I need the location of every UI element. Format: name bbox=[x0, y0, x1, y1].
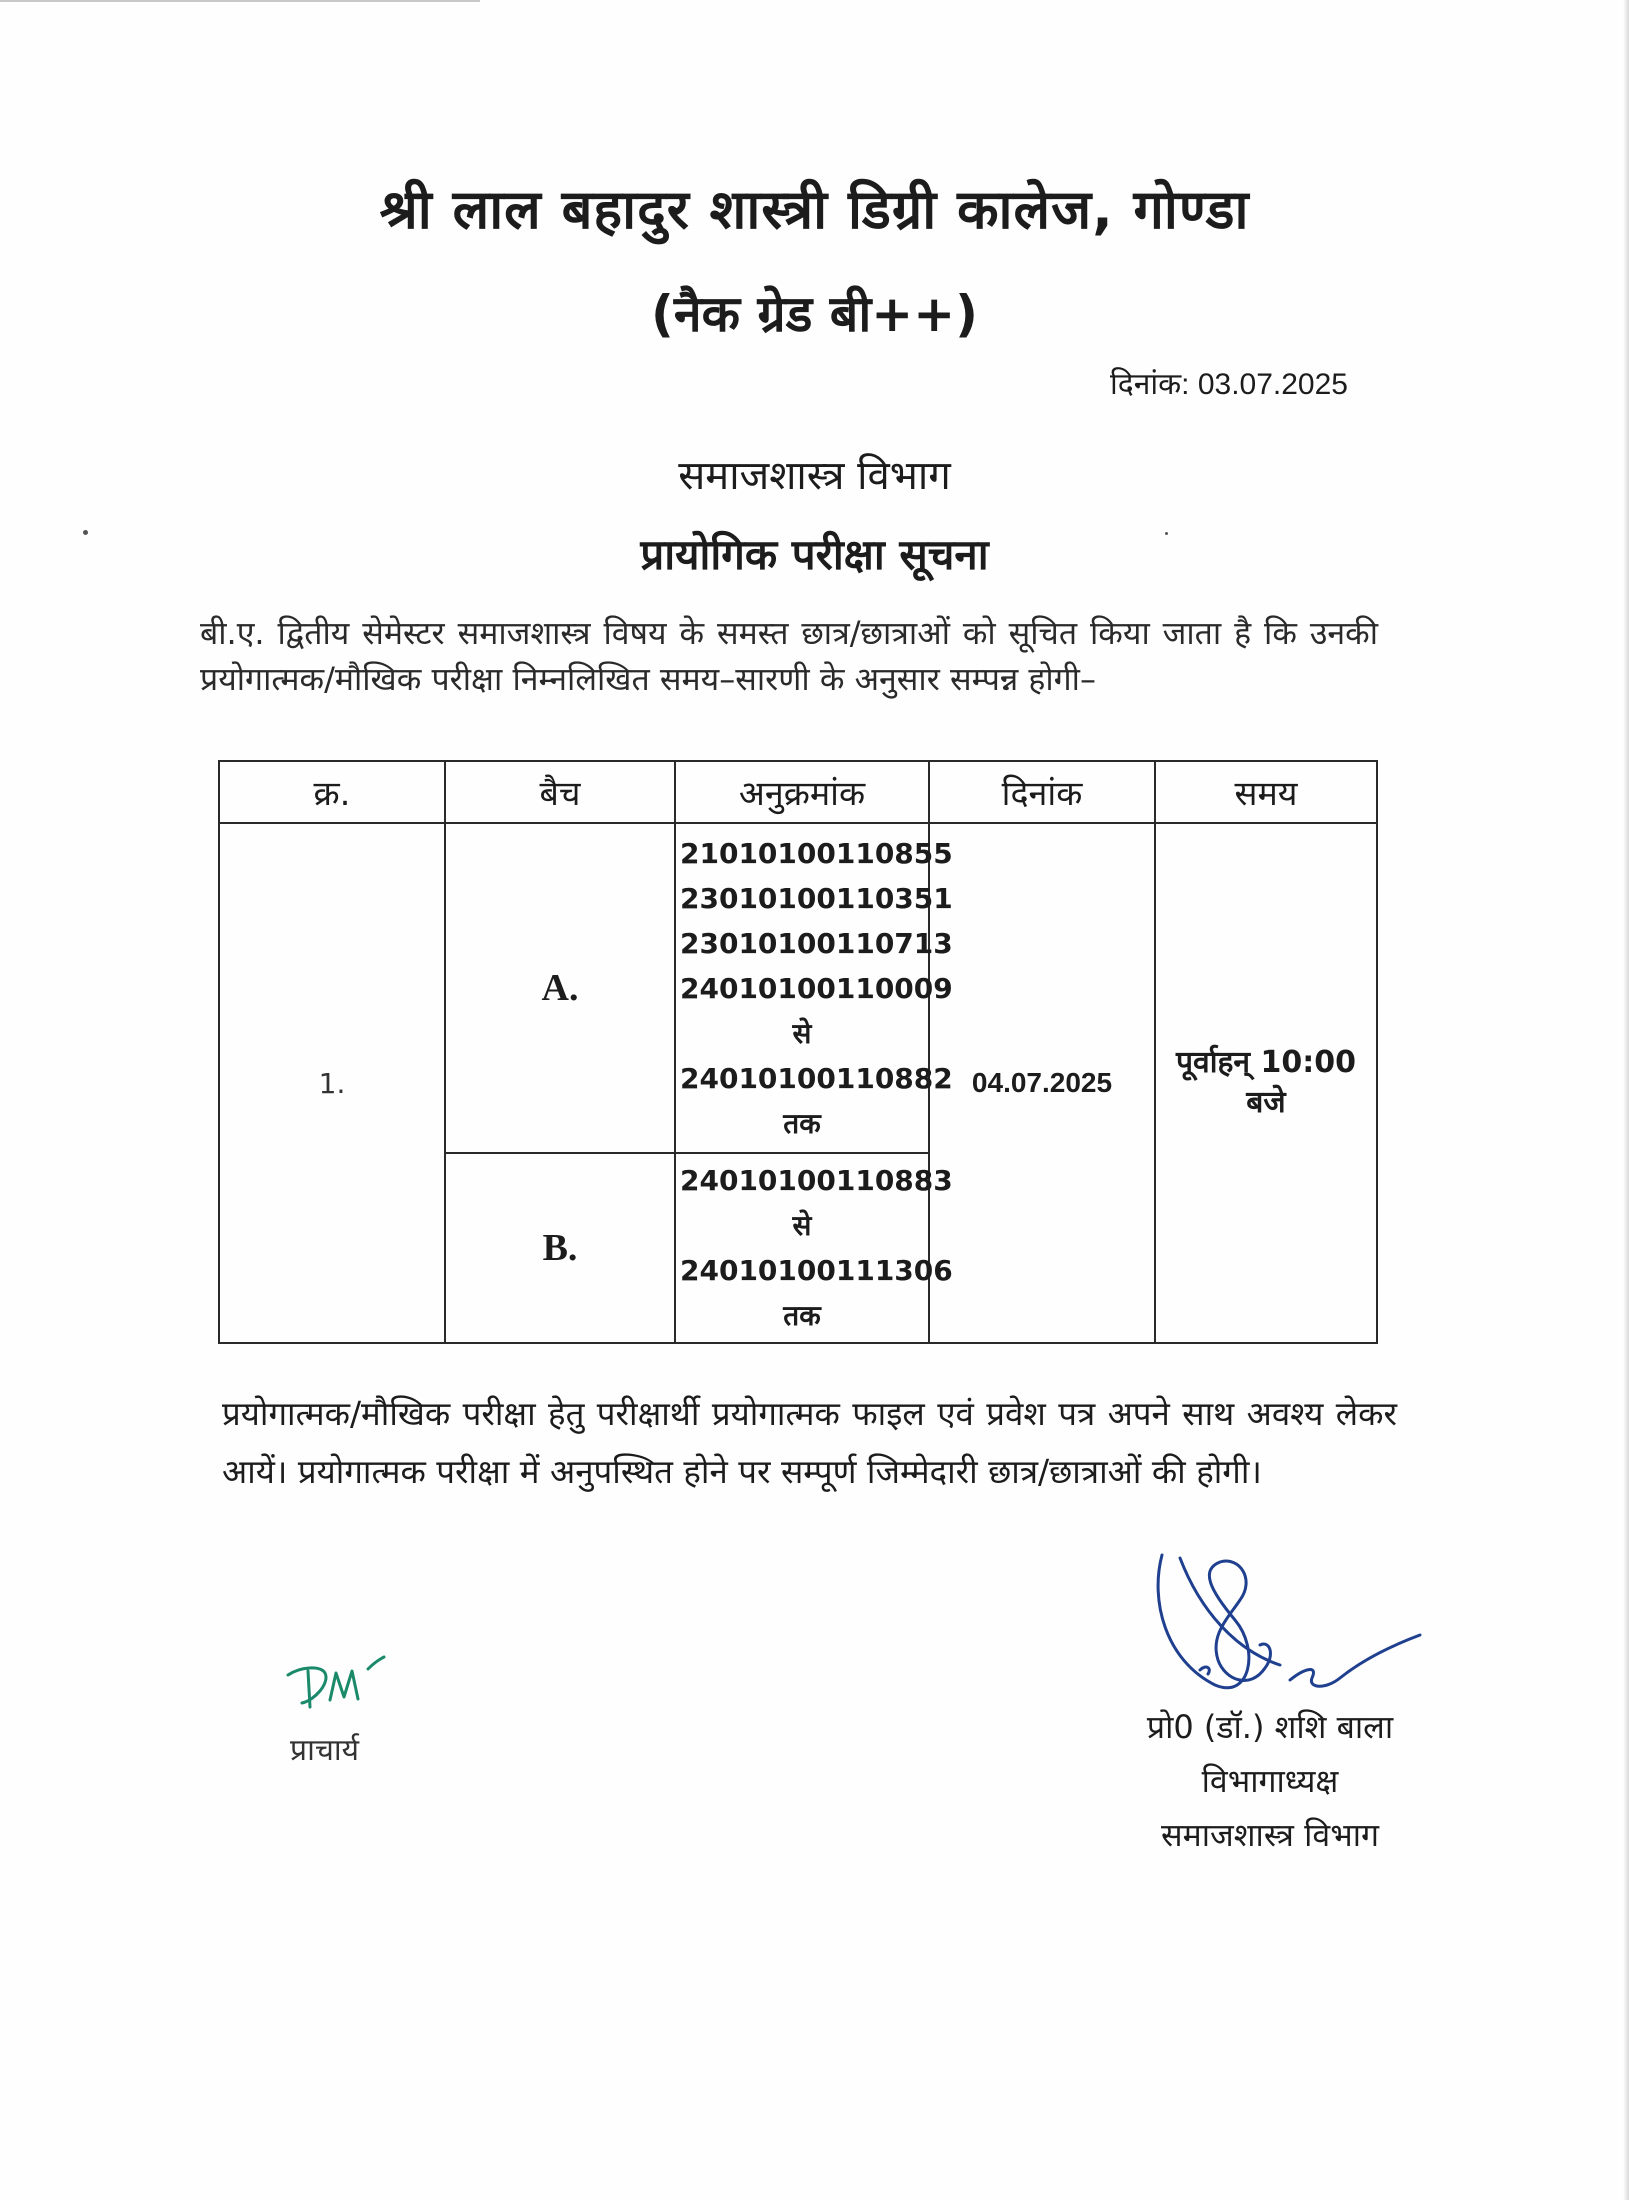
sno-cell: 1. bbox=[219, 823, 445, 1343]
batch-a-label: A. bbox=[445, 823, 675, 1153]
exam-date-cell: 04.07.2025 bbox=[929, 823, 1155, 1343]
department-name: समाजशास्त्र विभाग bbox=[678, 453, 951, 499]
roll-line: तक bbox=[783, 1106, 821, 1140]
notice-title: प्रायोगिक परीक्षा सूचना bbox=[640, 530, 989, 579]
hod-department: समाजशास्त्र विभाग bbox=[1160, 1816, 1379, 1854]
batch-b-label: B. bbox=[445, 1153, 675, 1343]
hod-designation: विभागाध्यक्ष bbox=[1201, 1762, 1339, 1800]
date-label: दिनांक: bbox=[1110, 368, 1190, 401]
header-date: दिनांक bbox=[929, 761, 1155, 823]
exam-time-cell bbox=[1155, 823, 1377, 1343]
roll-line: 24010100110883 bbox=[680, 1164, 953, 1197]
hod-signature-block bbox=[1120, 1700, 1420, 1862]
intro-paragraph: बी.ए. द्वितीय सेमेस्टर समाजशास्त्र विषय के समस्त छात्र/छात्राओं को सूचित किया जाता है कि उनकी प्रयोगात्मक/मौखिक परीक्षा निम्नलिखित समय–सारणी के अनुसार सम्पन्न होगी– bbox=[200, 614, 1378, 698]
header-batch: बैच bbox=[445, 761, 675, 823]
exam-schedule-table bbox=[218, 760, 1376, 1340]
date-value: 03.07.2025 bbox=[1197, 368, 1348, 401]
batch-b-rolls bbox=[675, 1153, 953, 1343]
roll-line: से bbox=[792, 1209, 812, 1242]
table-row bbox=[219, 823, 1377, 1153]
roll-line: तक bbox=[783, 1299, 821, 1332]
instruction-paragraph: प्रयोगात्मक/मौखिक परीक्षा हेतु परीक्षार्थी प्रयोगात्मक फाइल एवं प्रवेश पत्र अपने साथ अवश्य लेकर आयें। प्रयोगात्मक परीक्षा में अनुपस्थित होने पर सम्पूर्ण जिम्मेदारी छात्र/छात्राओं की होगी। bbox=[222, 1394, 1397, 1491]
time-line-2: बजे bbox=[1246, 1085, 1286, 1120]
header-sno: क्र. bbox=[219, 761, 445, 823]
header-time: समय bbox=[1155, 761, 1377, 823]
time-line-1: पूर्वाहन् 10:00 bbox=[1175, 1045, 1356, 1080]
header-roll-numbers: अनुक्रमांक bbox=[675, 761, 929, 823]
principal-label: प्राचार्य bbox=[290, 1733, 360, 1768]
hod-signature-icon bbox=[1140, 1540, 1430, 1720]
naac-grade: (नैक ग्रेड बी++) bbox=[651, 285, 978, 343]
roll-line: 23010100110713 bbox=[680, 926, 953, 960]
roll-line: 24010100110009 bbox=[680, 971, 953, 1005]
top-edge-rule bbox=[0, 0, 480, 2]
roll-line: 24010100111306 bbox=[680, 1254, 953, 1287]
roll-line: से bbox=[792, 1016, 812, 1050]
batch-a-rolls bbox=[675, 823, 953, 1153]
roll-line: 23010100110351 bbox=[680, 881, 953, 915]
roll-line: 21010100110855 bbox=[680, 836, 953, 870]
roll-line: 24010100110882 bbox=[680, 1061, 953, 1095]
table-header-row bbox=[219, 761, 1377, 823]
principal-signature-icon bbox=[280, 1655, 400, 1715]
notice-date bbox=[1110, 362, 1348, 403]
hod-name: प्रो0 (डॉ.) शशि बाला bbox=[1146, 1708, 1394, 1746]
college-name: श्री लाल बहादुर शास्त्री डिग्री कालेज, गोण्डा bbox=[379, 178, 1250, 241]
